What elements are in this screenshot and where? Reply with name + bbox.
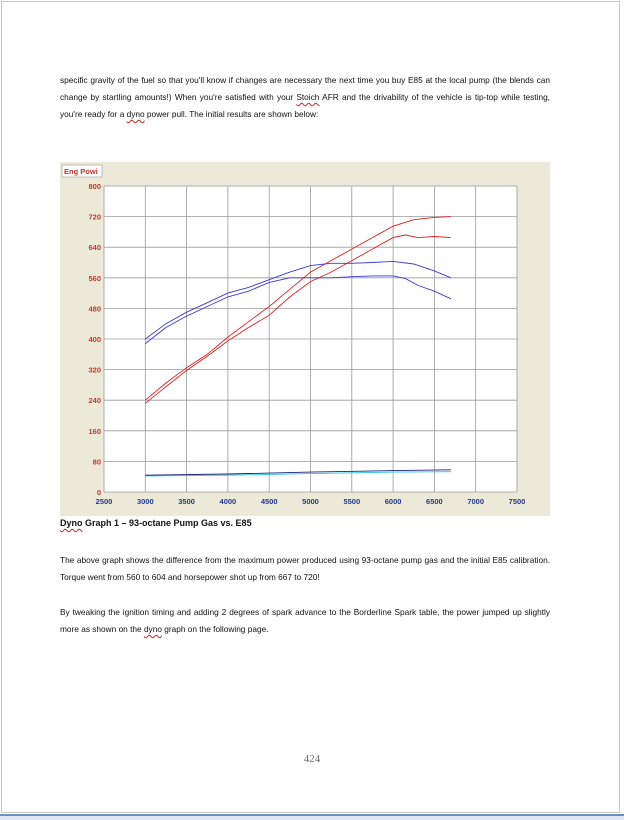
dyno-chart bbox=[60, 162, 550, 516]
y-tick-label: 320 bbox=[88, 365, 101, 375]
x-tick-label: 5000 bbox=[302, 497, 319, 506]
y-tick-label: 80 bbox=[92, 457, 101, 467]
body-paragraph-3 bbox=[60, 604, 550, 638]
y-tick-label: 640 bbox=[88, 243, 101, 253]
y-tick-label: 0 bbox=[96, 488, 101, 497]
caption-spellcheck-word: Dyno bbox=[60, 518, 83, 528]
dyno-chart-svg bbox=[60, 162, 550, 516]
spellcheck-word: Stoich bbox=[296, 92, 320, 102]
x-tick-label: 5500 bbox=[343, 497, 361, 506]
x-tick-label: 6500 bbox=[426, 497, 443, 506]
spellcheck-word: dyno bbox=[126, 109, 145, 119]
legend-label: Eng Powi bbox=[64, 167, 98, 176]
paragraph-text: power pull. The initial results are shown below: bbox=[144, 109, 319, 119]
paragraph-text: AFR and the drivability of the vehicle is tip-top while testing, you're ready for a bbox=[60, 92, 550, 119]
y-tick-label: 480 bbox=[88, 304, 101, 314]
y-tick-label: 240 bbox=[88, 396, 101, 406]
y-tick-label: 400 bbox=[88, 335, 101, 344]
y-tick-label: 160 bbox=[88, 426, 101, 436]
body-paragraph-1 bbox=[60, 72, 550, 123]
spellcheck-word: dyno bbox=[143, 624, 162, 634]
x-tick-label: 3500 bbox=[178, 497, 195, 506]
window-bottom-bar bbox=[0, 814, 624, 820]
x-tick-label: 7500 bbox=[508, 497, 526, 506]
body-paragraph-2: The above graph shows the difference from the maximum power produced using 93-octane pump gas and the initial E85 calibration. Torque went from 560 to 604 and horsepower shot up from 667 to 720! bbox=[60, 555, 550, 582]
paragraph-text: graph on the following page. bbox=[161, 624, 269, 634]
x-tick-label: 2500 bbox=[95, 497, 113, 506]
x-tick-label: 7000 bbox=[467, 497, 485, 506]
figure-caption bbox=[60, 518, 252, 528]
x-tick-label: 4000 bbox=[219, 497, 237, 506]
x-tick-label: 3000 bbox=[136, 497, 154, 506]
y-tick-label: 560 bbox=[88, 273, 101, 283]
page-number: 424 bbox=[303, 753, 321, 765]
y-tick-label: 800 bbox=[88, 182, 101, 191]
x-tick-label: 4500 bbox=[260, 497, 278, 506]
y-tick-label: 720 bbox=[88, 212, 101, 222]
paragraph-text: By tweaking the ignition timing and adding 2 degrees of spark advance to the Borderline Spark table, the power jumped up slightly more as shown on the bbox=[60, 607, 550, 634]
caption-text: Graph 1 – 93-octane Pump Gas vs. E85 bbox=[82, 518, 252, 528]
x-tick-label: 6000 bbox=[384, 497, 402, 506]
paragraph-text: specific gravity of the fuel so that you'll know if changes are necessary the next time you buy E85 at the local pump (the blends can change by startling amounts!) When you're satisfied with your bbox=[60, 75, 550, 102]
